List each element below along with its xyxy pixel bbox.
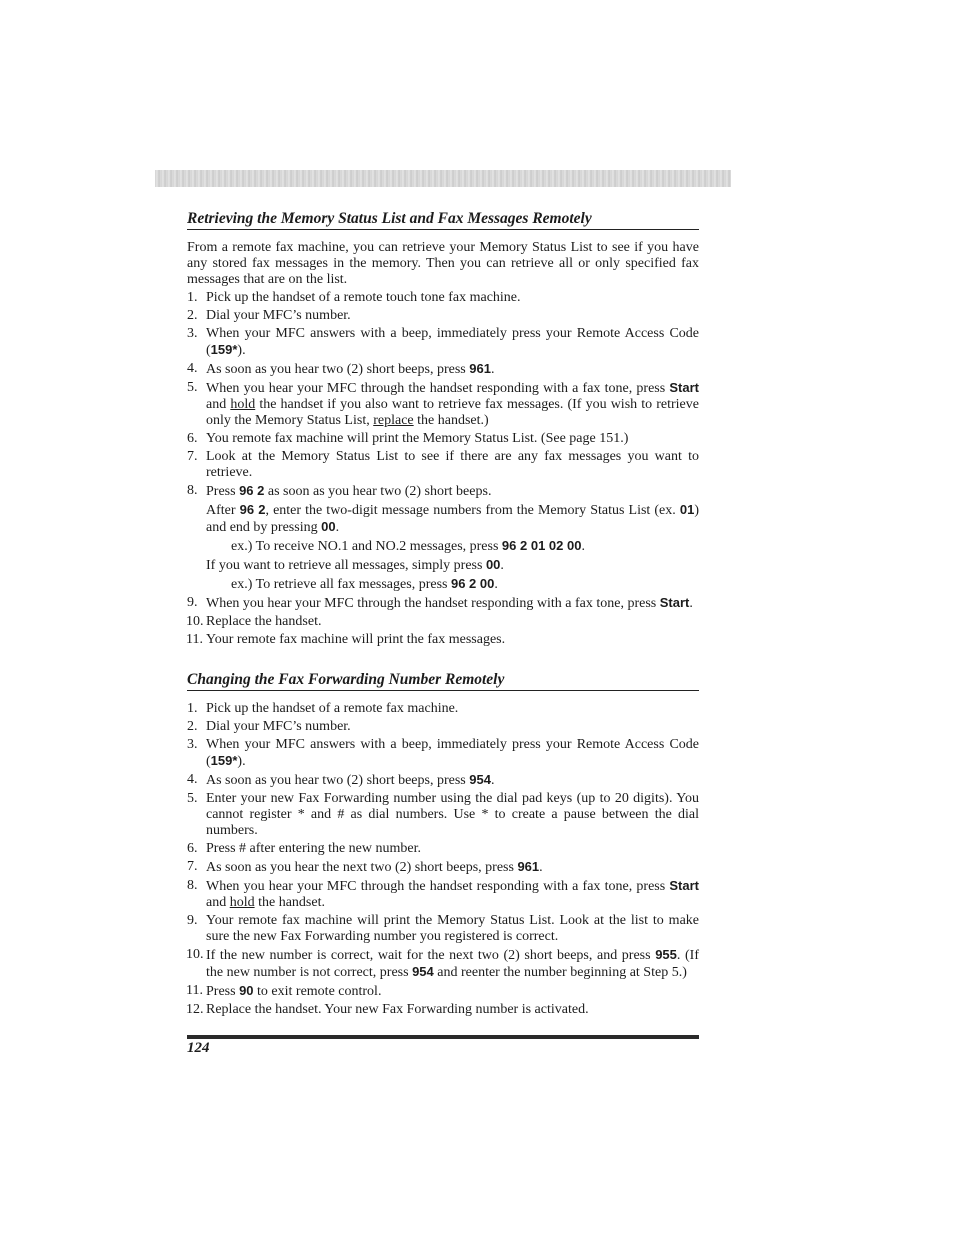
list-item: 3. When your MFC answers with a beep, immediately press your Remote Access Code (159*).: [187, 737, 699, 769]
list-item: 9. When you hear your MFC through the handset responding with a fax tone, press Start.: [187, 595, 693, 611]
list-item: 11. Your remote fax machine will print the fax messages.: [186, 632, 506, 647]
section-heading: Changing the Fax Forwarding Number Remotely: [187, 670, 699, 691]
list-item: 2. Dial your MFC’s number.: [187, 719, 351, 734]
list-item: 3. When your MFC answers with a beep, immediately press your Remote Access Code (159*).: [187, 326, 699, 358]
intro-paragraph: From a remote fax machine, you can retrieve your Memory Status List to see if you have any stored fax messages in the memory. Then you can retrieve all or only specified fax messages that are on the list.: [187, 240, 699, 287]
list-item: 4. As soon as you hear two (2) short beeps, press 961.: [187, 361, 495, 377]
page-number: 124: [187, 1040, 210, 1056]
list-item: 7. Look at the Memory Status List to see if there are any fax messages you want to retrieve.: [187, 449, 699, 480]
list-item: 4. As soon as you hear two (2) short beeps, press 954.: [187, 772, 495, 788]
section-heading: Retrieving the Memory Status List and Fax Messages Remotely: [187, 209, 699, 230]
list-item: 9. Your remote fax machine will print the Memory Status List. Look at the list to make sure the new Fax Forwarding number you registered is correct.: [187, 913, 699, 944]
list-item: 10. If the new number is correct, wait for the next two (2) short beeps, and press 955. (If the new number is not correct, press 954 and reenter the number beginning at Step 5.): [186, 947, 699, 980]
list-item: 5. When you hear your MFC through the handset responding with a fax tone, press Start and hold the handset if you also want to retrieve fax messages. (If you wish to retrieve only the Memory Status List, replace the handset.): [187, 380, 699, 428]
list-item: 5. Enter your new Fax Forwarding number using the dial pad keys (up to 20 digits). You cannot register * and # as dial numbers. Use * to create a pause between the dial numbers.: [187, 791, 699, 838]
steps-list: [187, 290, 699, 648]
list-item: 1. Pick up the handset of a remote fax machine.: [187, 701, 459, 716]
list-item: 1. Pick up the handset of a remote touch tone fax machine.: [187, 290, 521, 305]
list-item: 10. Replace the handset.: [186, 614, 322, 629]
list-item: 12. Replace the handset. Your new Fax Forwarding number is activated.: [186, 1002, 589, 1017]
header-band: [155, 170, 731, 187]
list-item: 8. Press 96 2 as soon as you hear two (2) short beeps. After 96 2, enter the two-digit message numbers from the Memory Status List (ex. 01) and end by pressing 00. ex.) To receive NO.1 and NO.2 messages, press 96 2 01 02 00. If you want to retrieve all messages, simply press 00. ex.) To retrieve all fax messages, press 96 2 00.: [187, 483, 699, 592]
list-item: 2. Dial your MFC’s number.: [187, 308, 351, 323]
list-item: 6. Press # after entering the new number.: [187, 841, 421, 856]
list-item: 11. Press 90 to exit remote control.: [186, 983, 382, 999]
steps-list: [187, 701, 699, 1018]
list-item: 8. When you hear your MFC through the handset responding with a fax tone, press Start and hold the handset.: [187, 878, 699, 910]
list-item: 6. You remote fax machine will print the Memory Status List. (See page 151.): [187, 431, 629, 446]
section-change-forwarding-number: [187, 670, 699, 1018]
footer-rule: [187, 1035, 699, 1039]
list-item: 7. As soon as you hear the next two (2) short beeps, press 961.: [187, 859, 543, 875]
section-retrieve-remotely: [187, 209, 699, 648]
